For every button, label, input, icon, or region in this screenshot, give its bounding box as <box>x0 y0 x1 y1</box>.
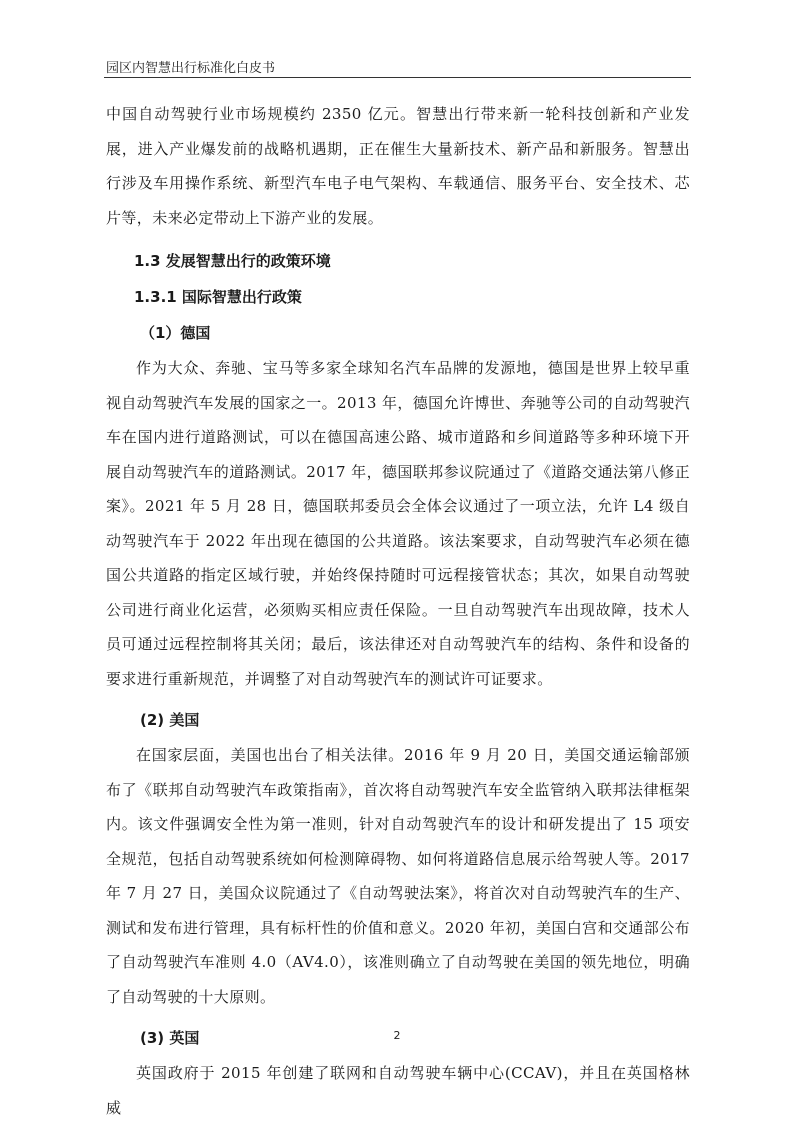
page-number: 2 <box>393 1029 401 1042</box>
page-body <box>106 97 690 1125</box>
section-heading-1-3: 1.3 发展智慧出行的政策环境 <box>134 252 331 270</box>
header-divider <box>104 77 691 78</box>
running-header: 园区内智慧出行标准化白皮书 <box>106 61 276 76</box>
usa-paragraph: 在国家层面，美国也出台了相关法律。2016 年 9 月 20 日，美国交通运输部颁布了《联邦自动驾驶汽车政策指南》，首次将自动驾驶汽车安全监管纳入联邦法律框架内。该文件强调安全性为第一准则，针对自动驾驶汽车的设计和研发提出了 15 项安全规范，包括自动驾驶系统如何检测障碍物、如何将道路信息展示给驾驶人等。2017 年 7 月 27 日，美国众议院通过了《自动驾驶法案》，将首次对自动驾驶汽车的生产、测试和发布进行管理，具有标杆性的价值和意义。2020 年初，美国白宫和交通部公布了自动驾驶汽车准则 4.0（AV4.0），该准则确立了自动驾驶在美国的领先地位，明确了自动驾驶的十大原则。 <box>106 746 690 1006</box>
germany-heading: （1）德国 <box>140 324 211 342</box>
germany-paragraph: 作为大众、奔驰、宝马等多家全球知名汽车品牌的发源地，德国是世界上较早重视自动驾驶汽车发展的国家之一。2013 年，德国允许博世、奔驰等公司的自动驾驶汽车在国内进行道路测试，可以在德国高速公路、城市道路和乡间道路等多种环境下开展自动驾驶汽车的道路测试。2017 年，德国联邦参议院通过了《道路交通法第八修正案》。2021 年 5 月 28 日，德国联邦委员会全体会议通过了一项立法，允许 L4 级自动驾驶汽车于 2022 年出现在德国的公共道路。该法案要求，自动驾驶汽车必须在德国公共道路的指定区域行驶，并始终保持随时可远程接管状态；其次，如果自动驾驶公司进行商业化运营，必须购买相应责任保险。一旦自动驾驶汽车出现故障，技术人员可通过远程控制将其关闭；最后，该法律还对自动驾驶汽车的结构、条件和设备的要求进行重新规范，并调整了对自动驾驶汽车的测试许可证要求。 <box>106 359 690 688</box>
section-heading-1-3-1: 1.3.1 国际智慧出行政策 <box>134 288 302 306</box>
uk-paragraph: 英国政府于 2015 年创建了联网和自动驾驶车辆中心(CCAV)，并且在英国格林威 <box>106 1064 690 1117</box>
intro-paragraph: 中国自动驾驶行业市场规模约 2350 亿元。智慧出行带来新一轮科技创新和产业发展，进入产业爆发前的战略机遇期，正在催生大量新技术、新产品和新服务。智慧出行涉及车用操作系统、新型汽车电子电气架构、车载通信、服务平台、安全技术、芯片等，未来必定带动上下游产业的发展。 <box>106 105 690 227</box>
uk-heading: (3) 英国 <box>140 1029 200 1047</box>
usa-heading: (2) 美国 <box>140 711 200 729</box>
